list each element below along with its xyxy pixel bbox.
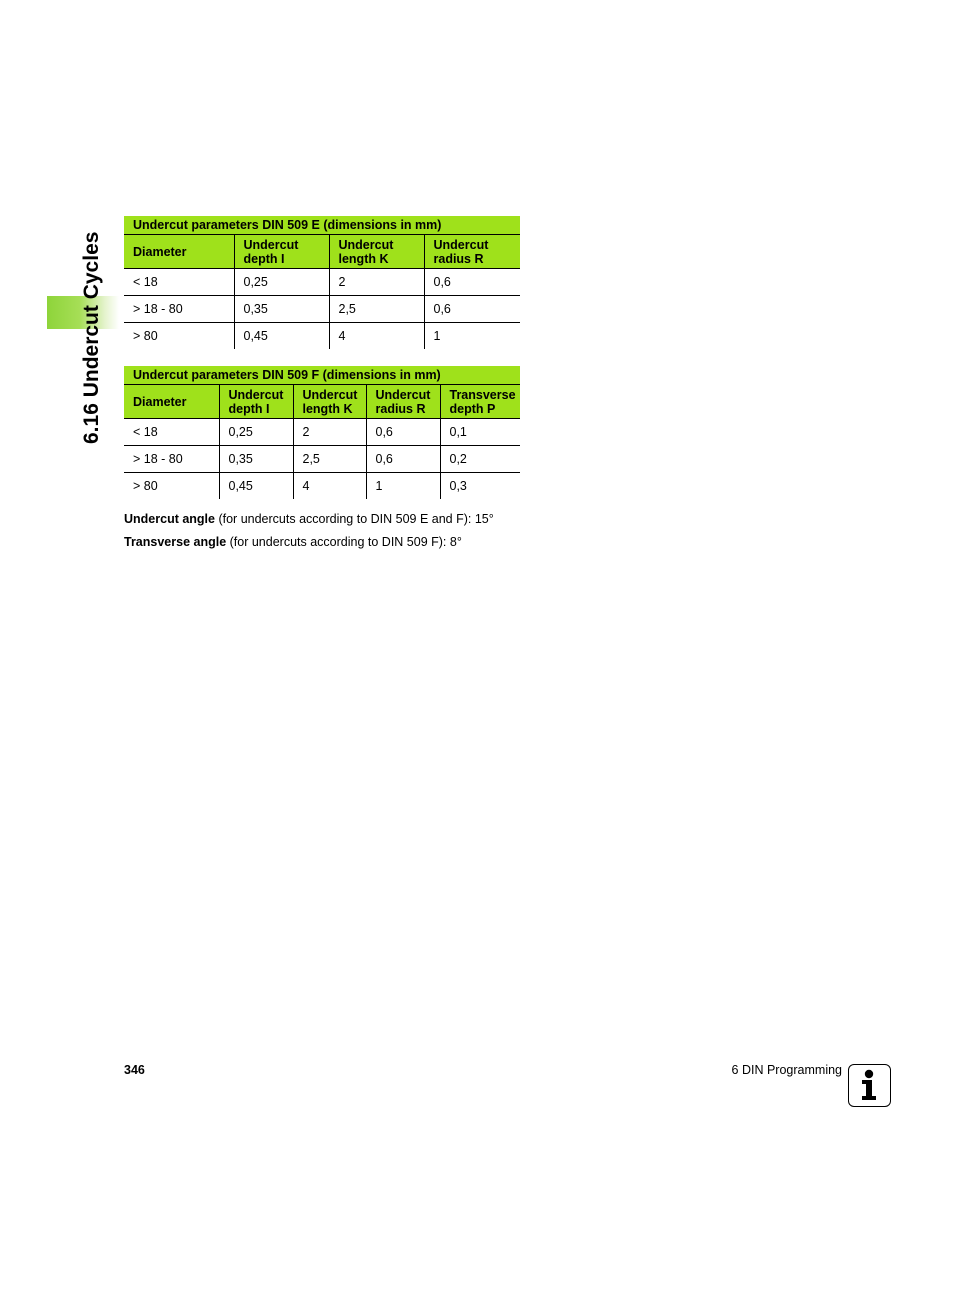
column-header-length: Undercut length K <box>293 385 366 419</box>
table-cell: > 18 - 80 <box>124 446 219 473</box>
table-cell: 0,35 <box>234 296 329 323</box>
column-header-diameter: Diameter <box>124 235 234 269</box>
undercut-angle-note <box>124 512 494 526</box>
table-caption: Undercut parameters DIN 509 E (dimensions in mm) <box>124 216 520 235</box>
table-cell: 0,45 <box>234 323 329 350</box>
table-row <box>124 446 520 473</box>
table-cell: 0,6 <box>366 419 440 446</box>
note-text: (for undercuts according to DIN 509 F): 8° <box>226 535 462 549</box>
note-label: Undercut angle <box>124 512 215 526</box>
table-cell: 2 <box>329 269 424 296</box>
column-header-length: Undercut length K <box>329 235 424 269</box>
table-cell: 0,2 <box>440 446 520 473</box>
table-row <box>124 419 520 446</box>
table-cell: 4 <box>293 473 366 500</box>
transverse-angle-note <box>124 535 462 549</box>
table-cell: 0,25 <box>219 419 293 446</box>
table-row <box>124 269 520 296</box>
column-header-radius: Undercut radius R <box>424 235 520 269</box>
table-cell: < 18 <box>124 419 219 446</box>
note-label: Transverse angle <box>124 535 227 549</box>
table-caption: Undercut parameters DIN 509 F (dimensions in mm) <box>124 366 520 385</box>
table-cell: 0,6 <box>424 296 520 323</box>
table-cell: 4 <box>329 323 424 350</box>
column-header-radius: Undercut radius R <box>366 385 440 419</box>
table-cell: > 80 <box>133 329 158 343</box>
section-title-vertical: 6.16 Undercut Cycles <box>80 231 103 444</box>
column-header-transverse-depth: Transverse depth P <box>440 385 520 419</box>
table-cell: 2,5 <box>329 296 424 323</box>
table-din-509-f <box>124 366 520 499</box>
info-icon <box>848 1064 891 1107</box>
table-cell: < 18 <box>124 269 234 296</box>
column-header-depth: Undercut depth I <box>219 385 293 419</box>
table-cell: 1 <box>424 323 520 350</box>
table-cell: 0,6 <box>424 269 520 296</box>
table-row <box>124 473 520 500</box>
table-row <box>124 323 520 350</box>
chapter-label: 6 DIN Programming <box>731 1063 842 1077</box>
table-din-509-e <box>124 216 520 349</box>
table-cell: > 18 - 80 <box>124 296 234 323</box>
table-cell: 2 <box>293 419 366 446</box>
table-cell: 2,5 <box>293 446 366 473</box>
table-cell: 1 <box>366 473 440 500</box>
page-number: 346 <box>124 1063 145 1077</box>
table-cell: 0,1 <box>440 419 520 446</box>
table-cell: 0,45 <box>219 473 293 500</box>
table-cell: 0,25 <box>234 269 329 296</box>
table-cell: > 80 <box>133 479 158 493</box>
note-text: (for undercuts according to DIN 509 E and F): 15° <box>215 512 494 526</box>
column-header-diameter: Diameter <box>124 385 219 419</box>
table-cell: 0,6 <box>366 446 440 473</box>
table-cell: 0,35 <box>219 446 293 473</box>
table-cell: 0,3 <box>440 473 520 500</box>
table-row <box>124 296 520 323</box>
column-header-depth: Undercut depth I <box>234 235 329 269</box>
